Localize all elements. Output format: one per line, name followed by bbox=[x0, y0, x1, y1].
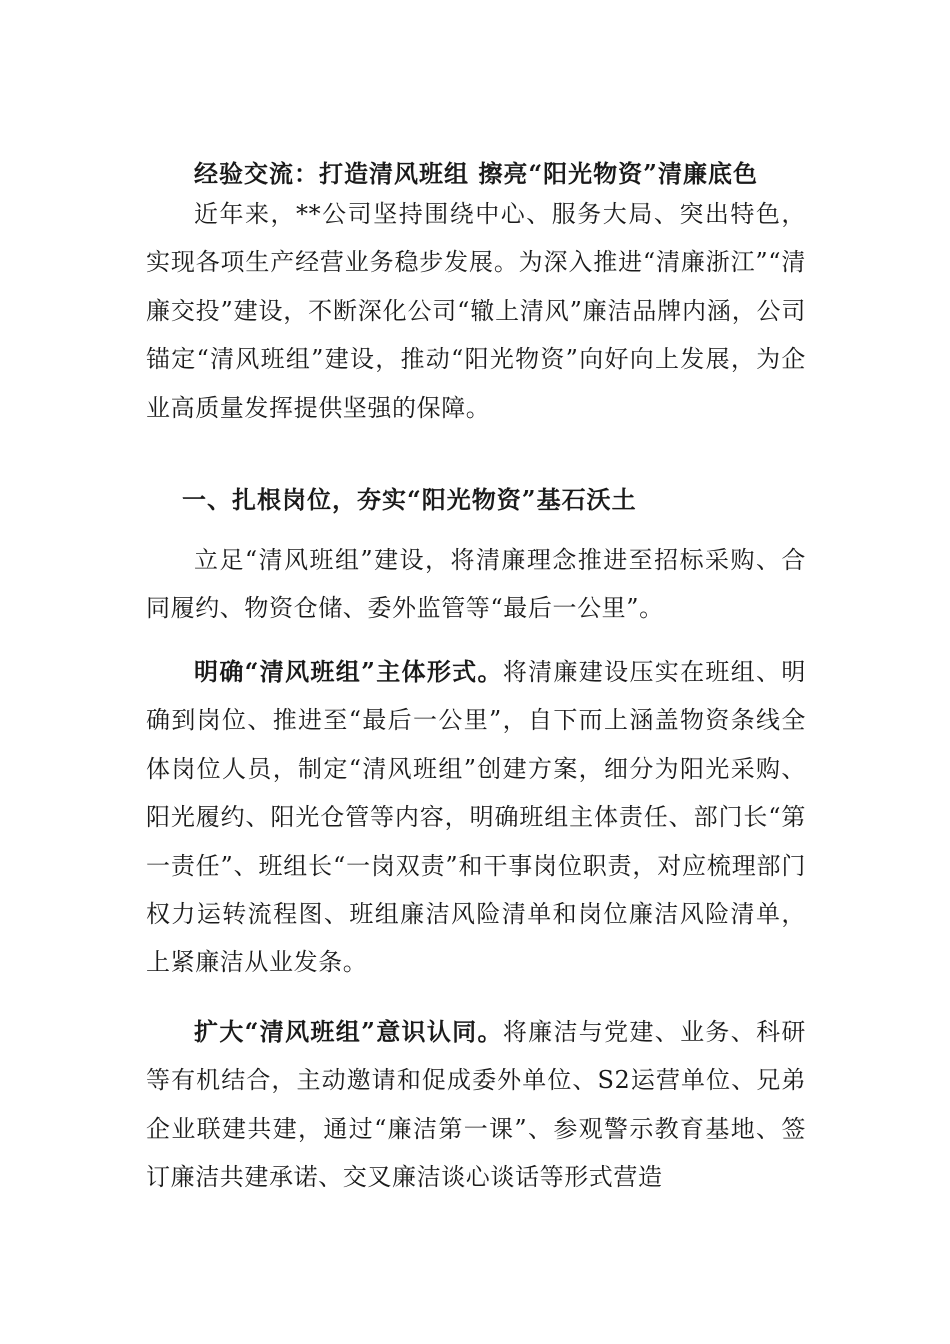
document-title: 经验交流：打造清风班组 擦亮“阳光物资”清廉底色 bbox=[194, 159, 758, 188]
point-2-lead: 扩大“清风班组”意识认同。 bbox=[194, 1017, 503, 1046]
section-heading-1: 一、扎根岗位，夯实“阳光物资”基石沃土 bbox=[182, 485, 637, 514]
point-2-body: 将廉洁与党建、业务、科研等有机结合，主动邀请和促成委外单位、S2运营单位、兄弟企业联建共建，通过“廉洁第一课”、参观警示教育基地、签订廉洁共建承诺、交叉廉洁谈心谈话等形式营造 bbox=[146, 1018, 806, 1192]
point-2-paragraph bbox=[146, 1008, 806, 1202]
point-1-paragraph bbox=[146, 648, 806, 987]
point-1-lead: 明确“清风班组”主体形式。 bbox=[194, 657, 503, 686]
point-1-body: 将清廉建设压实在班组、明确到岗位、推进至“最后一公里”，自下而上涵盖物资条线全体岗位人员，制定“清风班组”创建方案，细分为阳光采购、阳光履约、阳光仓管等内容，明确班组主体责任、部门长“第一责任”、班组长“一岗双责”和干事岗位职责，对应梳理部门权力运转流程图、班组廉洁风险清单和岗位廉洁风险清单，上紧廉洁从业发条。 bbox=[146, 658, 806, 977]
intro-paragraph: 近年来，**公司坚持围绕中心、服务大局、突出特色，实现各项生产经营业务稳步发展。为深入推进“清廉浙江”“清廉交投”建设，不断深化公司“辙上清风”廉洁品牌内涵，公司锚定“清风班组”建设，推动“阳光物资”向好向上发展，为企业高质量发挥提供坚强的保障。 bbox=[146, 200, 806, 422]
section-1-intro-paragraph: 立足“清风班组”建设，将清廉理念推进至招标采购、合同履约、物资仓储、委外监管等“最后一公里”。 bbox=[146, 546, 806, 623]
